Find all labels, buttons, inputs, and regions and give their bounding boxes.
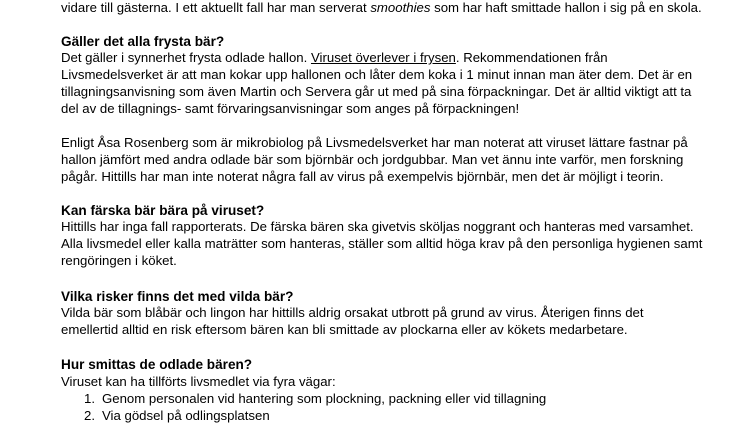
list-item-text: Genom personalen vid hantering som plockning, packning eller vid tillagning [102,391,547,406]
paragraph-line: Vilda bär som blåbär och lingon har hittills aldrig orsakat utbrott på grund av virus. Återigen finns det [61,305,644,320]
paragraph-line: hallon jämfört med andra odlade bär som björnbär och jordgubbar. Man vet ännu inte varför, men forskning [61,152,684,167]
section-heading-infection-routes: Hur smittas de odlade bären? [61,357,253,372]
intro-italic-term: smoothies [370,0,431,15]
paragraph-line: Livsmedelsverket är att man kokar upp hallonen och låter dem koka i 1 minut innan man äter dem. Det är en [61,67,693,82]
paragraph-line: del av de tillagnings- samt förvaringsanvisningar som anges på förpackningen! [61,101,520,116]
paragraph-line: pågår. Hittills har man inte noterat några fall av virus på exempelvis björnbär, men det är möjligt i teorin. [61,169,664,184]
paragraph-line: Enligt Åsa Rosenberg som är mikrobiolog på Livsmedelsverket har man noterat att viruset lättare fastnar på [61,135,688,150]
paragraph-line: rengöringen i köket. [61,253,177,268]
list-item-text: Via gödsel på odlingsplatsen [102,408,270,423]
paragraph-line: tillagningsanvisning som även Martin och Servera går ut med på sina förpackningar. Det är alltid viktigt att ta [61,84,692,99]
paragraph-line: emellertid alltid en risk eftersom bären kan bli smittade av plockarna eller av kökets medarbetare. [61,322,628,337]
paragraph-text: Det gäller i synnerhet frysta odlade hallon. [61,50,311,65]
section-heading-fresh-berries: Kan färska bär bära på viruset? [61,203,265,218]
intro-text: vidare till gästerna. I ett aktuellt fall har man serverat [61,0,371,15]
paragraph-line: Hittills har inga fall rapporterats. De färska bären ska givetvis sköljas noggrant och hanteras med varsamhet. [61,219,694,234]
list-item-number: 1. [84,391,95,406]
paragraph-line [61,50,608,66]
list-item-number: 2. [84,408,95,423]
paragraph-line: Alla livsmedel eller kalla maträtter som hanteras, ställer som alltid höga krav på den personliga hygienen samt [61,236,703,251]
paragraph-text: . Rekommendationen från [455,50,608,65]
section-heading-frozen-berries: Gäller det alla frysta bär? [61,34,225,49]
section-heading-wild-berries: Vilka risker finns det med vilda bär? [61,289,294,304]
paragraph-line: Viruset kan ha tillförts livsmedlet via fyra vägar: [61,374,336,389]
intro-paragraph [61,0,702,16]
intro-text-end: som har haft smittade hallon i sig på en skola. [430,0,702,15]
underlined-link[interactable]: Viruset överlever i frysen [310,50,456,65]
